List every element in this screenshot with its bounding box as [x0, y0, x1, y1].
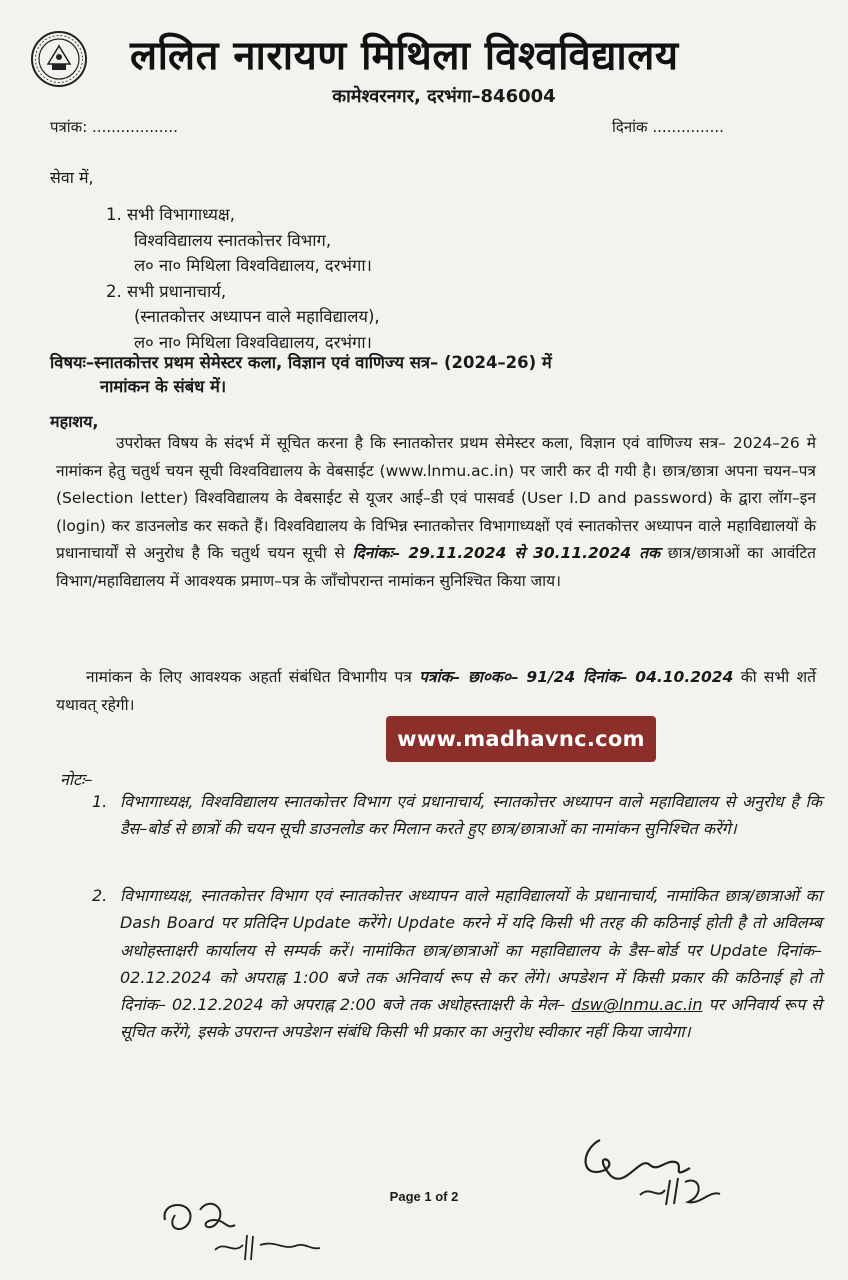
- subject-line-2: नामांकन के संबंध में।: [100, 377, 227, 396]
- para2-text-b: की सभी शर्ते यथावत् रहेगी।: [56, 668, 817, 714]
- recipient-line: 2. सभी प्रधानाचार्य,: [106, 281, 227, 301]
- dsw-email: dsw@lnmu.ac.in: [571, 995, 703, 1015]
- note-item-2: [92, 882, 822, 1046]
- recipient-line: 1. सभी विभागाध्यक्ष,: [106, 205, 235, 224]
- note-number: 2.: [92, 886, 108, 905]
- note-label: नोटः–: [60, 770, 93, 789]
- body-paragraph-1: [56, 430, 816, 595]
- para1-date-range: दिनांकः– 29.11.2024 से 30.11.2024 तक: [352, 544, 661, 562]
- note-number: 1.: [92, 792, 108, 811]
- signature-right: [570, 1120, 770, 1220]
- body-paragraph-2: [56, 664, 816, 719]
- recipient-line: ल० ना० मिथिला विश्वविद्यालय, दरभंगा।: [134, 256, 372, 275]
- note2-text-b: पर अनिवार्य रूप से सूचित करेंगे, इसके उपरान्त अपडेशन संबंधि किसी भी प्रकार का अनुरोध स्वीकार नहीं किया जायेगा।: [120, 995, 823, 1042]
- page-number: Page 1 of 2: [389, 1189, 459, 1204]
- recipient-line: विश्वविद्यालय स्नातकोत्तर विभाग,: [134, 230, 332, 250]
- subject-line-1: विषयः–स्नातकोत्तर प्रथम सेमेस्टर कला, विज्ञान एवं वाणिज्य सत्र– (2024–26) में: [50, 353, 552, 372]
- recipient-line: ल० ना० मिथिला विश्वविद्यालय, दरभंगा।: [134, 332, 372, 352]
- university-logo: [30, 30, 88, 88]
- salutation: महाशय,: [50, 412, 99, 431]
- para1-text-a: उपरोक्त विषय के संदर्भ में सूचित करना है कि स्नातकोत्तर प्रथम सेमेस्टर कला, विज्ञान एवं वाणिज्य सत्र– 2024–26 मे नामांकन हेतु चतुर्थ चयन सूची विश्वविद्यालय के वेबसाईट (www.lnmu.ac.in) पर जारी कर दी गयी है। छात्र/छात्रा अपना चयन–पत्र (Selection letter) विश्वविद्यालय के वेबसाईट से यूजर आई–डी एवं पासवर्ड (User I.D and password) के द्वारा लॉग–इन (login) कर डाउनलोड कर सकते हैं। विश्वविद्यालय के विभिन्न स्नातकोत्तर विभागाध्यक्षों एवं स्नातकोत्तर अध्यापन वाले महाविद्यालयों के प्रधानाचार्यों से अनुरोध है कि चतुर्थ चयन सूची से: [56, 434, 816, 562]
- seva-men: सेवा में,: [50, 168, 94, 187]
- note2-text-a: विभागाध्यक्ष, स्नातकोत्तर विभाग एवं स्नातकोत्तर अध्यापन वाले महाविद्यालयों के प्रधानाचार्य, नामांकित छात्र/छात्राओं का Dash Board पर प्रतिदिन Update करेंगे। Update करने में यदि किसी भी तरह की कठिनाई होती है तो अविलम्ब अधोहस्ताक्षरी कार्यालय से सम्पर्क करें। नामांकित छात्र/छात्राओं का महाविद्यालय के डैस–बोर्ड पर Update दिनांक– 02.12.2024 को अपराह्न 1:00 बजे तक अनिवार्य रूप से कर लेंगे। अपडेशन में किसी प्रकार की कठिनाई हो तो दिनांक– 02.12.2024 को अपराह्न 2:00 बजे तक अधोहस्ताक्षरी के मेल–: [120, 886, 822, 1015]
- reference-number: पत्रांक: ..................: [50, 118, 178, 136]
- watermark-banner: www.madhavnc.com: [386, 716, 656, 762]
- university-title: ललित नारायण मिथिला विश्वविद्यालय: [130, 33, 679, 79]
- para2-reference: पत्रांक– छा०क०– 91/24 दिनांक– 04.10.2024: [419, 668, 734, 686]
- university-address: कामेश्वरनगर, दरभंगा–846004: [332, 86, 556, 107]
- note-item-1: [92, 788, 822, 843]
- subject: [50, 351, 810, 399]
- recipient-line: (स्नातकोत्तर अध्यापन वाले महाविद्यालय),: [134, 307, 380, 326]
- recipient-list: [106, 202, 380, 355]
- para1-text-b: छात्र/छात्राओं का आवंटित विभाग/महाविद्यालय में आवश्यक प्रमाण–पत्र के जाँचोपरान्त नामांकन सुनिश्चित किया जाय।: [56, 544, 816, 590]
- para2-text-a: नामांकन के लिए आवश्यक अहर्ता संबंधित विभागीय पत्र: [86, 668, 412, 686]
- note-text: विभागाध्यक्ष, विश्वविद्यालय स्नातकोत्तर विभाग एवं प्रधानाचार्य, स्नातकोत्तर अध्यापन वाले महाविद्यालय से अनुरोध है कि डैस–बोर्ड से छात्रों की चयन सूची डाउनलोड कर मिलान करते हुए छात्र/छात्राओं का नामांकन सुनिश्चित करेंगे।: [120, 792, 822, 839]
- note-text: [120, 882, 822, 1046]
- letter-date: दिनांक ...............: [612, 118, 724, 136]
